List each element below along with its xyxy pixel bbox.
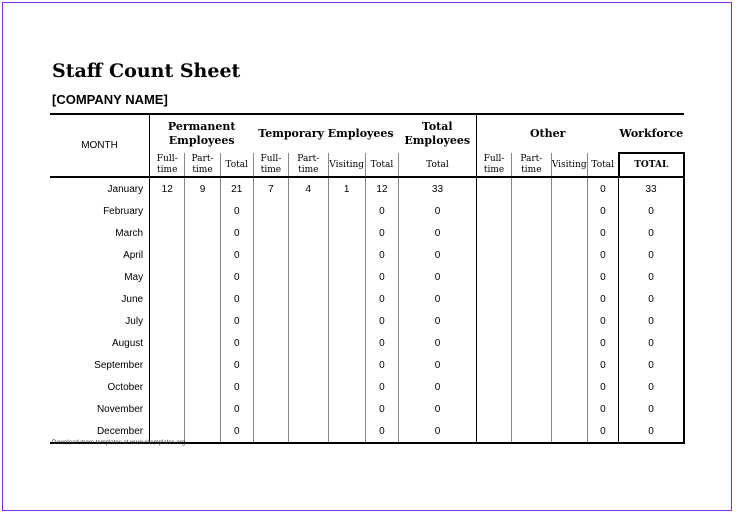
temp-part-time-header: Part-time bbox=[289, 153, 328, 177]
month-cell[interactable]: July bbox=[125, 315, 144, 327]
temp-visiting-cell[interactable] bbox=[328, 288, 365, 310]
month-cell[interactable]: August bbox=[111, 337, 144, 349]
total-employees-cell: 0 bbox=[399, 398, 477, 420]
other-full-time-cell[interactable] bbox=[476, 266, 511, 288]
perm-part-time-cell[interactable] bbox=[185, 376, 220, 398]
page-title: Staff Count Sheet bbox=[52, 60, 241, 82]
table-row bbox=[50, 177, 684, 200]
temp-visiting-cell[interactable] bbox=[328, 244, 365, 266]
perm-total-cell: 0 bbox=[220, 376, 253, 398]
other-visiting-cell[interactable] bbox=[551, 420, 587, 443]
perm-part-time-cell[interactable] bbox=[185, 332, 220, 354]
temp-part-time-cell[interactable] bbox=[289, 354, 328, 376]
perm-full-time-cell[interactable] bbox=[150, 266, 185, 288]
temp-part-time-cell[interactable] bbox=[289, 288, 328, 310]
temp-full-time-cell[interactable] bbox=[253, 310, 288, 332]
other-full-time-cell[interactable] bbox=[476, 354, 511, 376]
temp-total-cell: 0 bbox=[365, 244, 398, 266]
perm-total-cell: 0 bbox=[220, 398, 253, 420]
table-row bbox=[50, 332, 684, 354]
other-full-time-cell[interactable] bbox=[476, 288, 511, 310]
other-full-time-cell[interactable] bbox=[476, 244, 511, 266]
perm-part-time-header: Part-time bbox=[185, 153, 220, 177]
other-header: Other bbox=[476, 114, 618, 153]
total-employees-header: Total Employees bbox=[404, 120, 471, 147]
other-part-time-cell[interactable] bbox=[512, 222, 551, 244]
temp-visiting-cell[interactable]: 1 bbox=[328, 177, 365, 200]
temp-visiting-cell[interactable] bbox=[328, 376, 365, 398]
other-visiting-cell[interactable] bbox=[551, 288, 587, 310]
temp-total-cell: 0 bbox=[365, 266, 398, 288]
perm-total-cell: 0 bbox=[220, 354, 253, 376]
total-employees-cell: 0 bbox=[399, 310, 477, 332]
temp-part-time-cell[interactable] bbox=[289, 376, 328, 398]
other-total-cell: 0 bbox=[587, 420, 618, 443]
footer-note: Download more templates at www.xltemplates.org bbox=[52, 440, 186, 446]
other-total-cell: 0 bbox=[587, 266, 618, 288]
perm-full-time-cell[interactable]: 12 bbox=[150, 177, 185, 200]
other-part-time-cell[interactable] bbox=[512, 332, 551, 354]
total-employees-cell: 0 bbox=[399, 244, 477, 266]
temp-visiting-cell[interactable] bbox=[328, 354, 365, 376]
temp-full-time-cell[interactable]: 7 bbox=[253, 177, 288, 200]
temp-full-time-cell[interactable] bbox=[253, 376, 288, 398]
workforce-total-cell: 0 bbox=[619, 244, 684, 266]
other-visiting-cell[interactable] bbox=[551, 222, 587, 244]
workforce-total-cell: 0 bbox=[619, 222, 684, 244]
perm-full-time-cell[interactable] bbox=[150, 244, 185, 266]
other-full-time-cell[interactable] bbox=[476, 310, 511, 332]
total-employees-cell: 33 bbox=[399, 177, 477, 200]
perm-part-time-cell[interactable] bbox=[185, 266, 220, 288]
temp-total-cell: 0 bbox=[365, 222, 398, 244]
other-total-cell: 0 bbox=[587, 354, 618, 376]
temp-part-time-cell[interactable] bbox=[289, 200, 328, 222]
temp-total-cell: 0 bbox=[365, 200, 398, 222]
other-part-time-cell[interactable] bbox=[512, 398, 551, 420]
temp-visiting-cell[interactable] bbox=[328, 266, 365, 288]
temp-total-cell: 0 bbox=[365, 420, 398, 443]
temp-visiting-cell[interactable] bbox=[328, 222, 365, 244]
month-cell[interactable]: March bbox=[115, 227, 144, 239]
temp-full-time-cell[interactable] bbox=[253, 266, 288, 288]
temporary-employees-header: Temporary Employees bbox=[258, 127, 394, 140]
other-total-cell: 0 bbox=[587, 398, 618, 420]
other-part-time-cell[interactable] bbox=[512, 200, 551, 222]
other-visiting-cell[interactable] bbox=[551, 332, 587, 354]
table-row bbox=[50, 354, 684, 376]
temp-part-time-cell[interactable] bbox=[289, 398, 328, 420]
workforce-total-cell: 0 bbox=[619, 398, 684, 420]
other-part-time-cell[interactable] bbox=[512, 177, 551, 200]
total-employees-cell: 0 bbox=[399, 376, 477, 398]
perm-full-time-cell[interactable] bbox=[150, 376, 185, 398]
other-part-time-cell[interactable] bbox=[512, 310, 551, 332]
perm-part-time-cell[interactable] bbox=[185, 288, 220, 310]
other-part-time-header: Part-time bbox=[512, 153, 551, 177]
temp-total-cell: 0 bbox=[365, 310, 398, 332]
temp-visiting-header: Visiting bbox=[328, 153, 365, 177]
other-visiting-cell[interactable] bbox=[551, 177, 587, 200]
month-cell[interactable]: June bbox=[121, 293, 144, 305]
month-cell[interactable]: February bbox=[103, 205, 144, 217]
temp-full-time-cell[interactable] bbox=[253, 288, 288, 310]
temp-full-time-cell[interactable] bbox=[253, 200, 288, 222]
other-full-time-cell[interactable] bbox=[476, 420, 511, 443]
other-visiting-cell[interactable] bbox=[551, 354, 587, 376]
perm-full-time-cell[interactable] bbox=[150, 222, 185, 244]
workforce-total-cell: 0 bbox=[619, 376, 684, 398]
other-visiting-cell[interactable] bbox=[551, 244, 587, 266]
temp-total-header: Total bbox=[365, 153, 398, 177]
perm-total-cell: 21 bbox=[220, 177, 253, 200]
other-part-time-cell[interactable] bbox=[512, 420, 551, 443]
other-full-time-cell[interactable] bbox=[476, 398, 511, 420]
perm-full-time-cell[interactable] bbox=[150, 398, 185, 420]
table-row bbox=[50, 222, 684, 244]
total-employees-cell: 0 bbox=[399, 266, 477, 288]
temp-part-time-cell[interactable] bbox=[289, 244, 328, 266]
other-total-cell: 0 bbox=[587, 222, 618, 244]
company-name[interactable]: [COMPANY NAME] bbox=[52, 92, 168, 107]
month-cell[interactable]: November bbox=[96, 403, 144, 415]
other-visiting-cell[interactable] bbox=[551, 398, 587, 420]
total-employees-cell: 0 bbox=[399, 200, 477, 222]
temp-part-time-cell[interactable] bbox=[289, 310, 328, 332]
other-total-header: Total bbox=[587, 153, 618, 177]
other-total-cell: 0 bbox=[587, 376, 618, 398]
temp-visiting-cell[interactable] bbox=[328, 200, 365, 222]
staff-count-table bbox=[50, 113, 685, 444]
workforce-total-cell: 33 bbox=[619, 177, 684, 200]
other-visiting-cell[interactable] bbox=[551, 266, 587, 288]
table-row bbox=[50, 288, 684, 310]
perm-part-time-cell[interactable] bbox=[185, 354, 220, 376]
workforce-total-cell: 0 bbox=[619, 288, 684, 310]
perm-full-time-cell[interactable] bbox=[150, 332, 185, 354]
workforce-total-cell: 0 bbox=[619, 200, 684, 222]
other-full-time-cell[interactable] bbox=[476, 177, 511, 200]
month-cell[interactable]: October bbox=[107, 381, 144, 393]
total-employees-sub-header: Total bbox=[399, 153, 477, 177]
perm-full-time-cell[interactable] bbox=[150, 310, 185, 332]
other-full-time-header: Full-time bbox=[476, 153, 511, 177]
perm-total-cell: 0 bbox=[220, 222, 253, 244]
perm-part-time-cell[interactable] bbox=[185, 200, 220, 222]
total-employees-cell: 0 bbox=[399, 420, 477, 443]
other-total-cell: 0 bbox=[587, 288, 618, 310]
perm-full-time-cell[interactable] bbox=[150, 288, 185, 310]
temp-part-time-cell[interactable] bbox=[289, 266, 328, 288]
other-part-time-cell[interactable] bbox=[512, 244, 551, 266]
other-visiting-cell[interactable] bbox=[551, 200, 587, 222]
perm-part-time-cell[interactable] bbox=[185, 222, 220, 244]
temp-full-time-cell[interactable] bbox=[253, 332, 288, 354]
other-full-time-cell[interactable] bbox=[476, 376, 511, 398]
table-row bbox=[50, 266, 684, 288]
temp-total-cell: 0 bbox=[365, 332, 398, 354]
perm-part-time-cell[interactable]: 9 bbox=[185, 177, 220, 200]
other-total-cell: 0 bbox=[587, 310, 618, 332]
temp-visiting-cell[interactable] bbox=[328, 310, 365, 332]
temp-full-time-cell[interactable] bbox=[253, 420, 288, 443]
other-full-time-cell[interactable] bbox=[476, 200, 511, 222]
temp-visiting-cell[interactable] bbox=[328, 398, 365, 420]
table-row bbox=[50, 310, 684, 332]
table-row bbox=[50, 376, 684, 398]
workforce-total-cell: 0 bbox=[619, 354, 684, 376]
month-cell[interactable]: December bbox=[96, 425, 144, 437]
perm-part-time-cell[interactable] bbox=[185, 310, 220, 332]
perm-total-cell: 0 bbox=[220, 200, 253, 222]
workforce-total-cell: 0 bbox=[619, 310, 684, 332]
perm-full-time-cell[interactable] bbox=[150, 200, 185, 222]
other-visiting-cell[interactable] bbox=[551, 310, 587, 332]
temp-total-cell: 0 bbox=[365, 288, 398, 310]
other-total-cell: 0 bbox=[587, 332, 618, 354]
perm-total-cell: 0 bbox=[220, 266, 253, 288]
temp-full-time-cell[interactable] bbox=[253, 222, 288, 244]
perm-total-header: Total bbox=[220, 153, 253, 177]
month-cell[interactable]: September bbox=[94, 359, 144, 371]
temp-total-cell: 0 bbox=[365, 398, 398, 420]
workforce-total-cell: 0 bbox=[619, 420, 684, 443]
other-total-cell: 0 bbox=[587, 244, 618, 266]
month-header: MONTH bbox=[50, 114, 150, 177]
other-part-time-cell[interactable] bbox=[512, 354, 551, 376]
other-total-cell: 0 bbox=[587, 177, 618, 200]
other-full-time-cell[interactable] bbox=[476, 222, 511, 244]
total-employees-cell: 0 bbox=[399, 288, 477, 310]
other-total-cell: 0 bbox=[587, 200, 618, 222]
temp-total-cell: 0 bbox=[365, 354, 398, 376]
temp-part-time-cell[interactable]: 4 bbox=[289, 177, 328, 200]
perm-part-time-cell[interactable] bbox=[185, 244, 220, 266]
permanent-employees-header: Permanent Employees bbox=[150, 114, 254, 153]
other-visiting-cell[interactable] bbox=[551, 376, 587, 398]
temp-full-time-cell[interactable] bbox=[253, 354, 288, 376]
perm-part-time-cell[interactable] bbox=[185, 420, 220, 443]
total-employees-cell: 0 bbox=[399, 354, 477, 376]
temp-part-time-cell[interactable] bbox=[289, 332, 328, 354]
month-cell[interactable]: January bbox=[107, 183, 144, 195]
perm-total-cell: 0 bbox=[220, 332, 253, 354]
temp-total-cell: 12 bbox=[365, 177, 398, 200]
temp-visiting-cell[interactable] bbox=[328, 332, 365, 354]
temp-total-cell: 0 bbox=[365, 376, 398, 398]
temp-part-time-cell[interactable] bbox=[289, 222, 328, 244]
perm-total-cell: 0 bbox=[220, 310, 253, 332]
temp-visiting-cell[interactable] bbox=[328, 420, 365, 443]
workforce-header: Workforce bbox=[619, 126, 684, 140]
table-row bbox=[50, 200, 684, 222]
month-cell[interactable]: April bbox=[123, 249, 144, 261]
other-full-time-cell[interactable] bbox=[476, 332, 511, 354]
month-cell[interactable]: May bbox=[124, 271, 144, 283]
other-part-time-cell[interactable] bbox=[512, 288, 551, 310]
perm-part-time-cell[interactable] bbox=[185, 398, 220, 420]
header-group-row bbox=[50, 114, 684, 153]
temp-full-time-cell[interactable] bbox=[253, 244, 288, 266]
workforce-total-cell: 0 bbox=[619, 266, 684, 288]
workforce-total-cell: 0 bbox=[619, 332, 684, 354]
other-part-time-cell[interactable] bbox=[512, 376, 551, 398]
perm-total-cell: 0 bbox=[220, 244, 253, 266]
perm-total-cell: 0 bbox=[220, 288, 253, 310]
table-row bbox=[50, 244, 684, 266]
total-employees-cell: 0 bbox=[399, 332, 477, 354]
temp-part-time-cell[interactable] bbox=[289, 420, 328, 443]
temp-full-time-cell[interactable] bbox=[253, 398, 288, 420]
temp-full-time-header: Full-time bbox=[253, 153, 288, 177]
other-visiting-header: Visiting bbox=[551, 153, 587, 177]
perm-full-time-header: Full-time bbox=[150, 153, 185, 177]
total-employees-cell: 0 bbox=[399, 222, 477, 244]
workforce-total-header: TOTAL bbox=[619, 153, 684, 177]
table-row bbox=[50, 398, 684, 420]
other-part-time-cell[interactable] bbox=[512, 266, 551, 288]
perm-total-cell: 0 bbox=[220, 420, 253, 443]
perm-full-time-cell[interactable] bbox=[150, 354, 185, 376]
